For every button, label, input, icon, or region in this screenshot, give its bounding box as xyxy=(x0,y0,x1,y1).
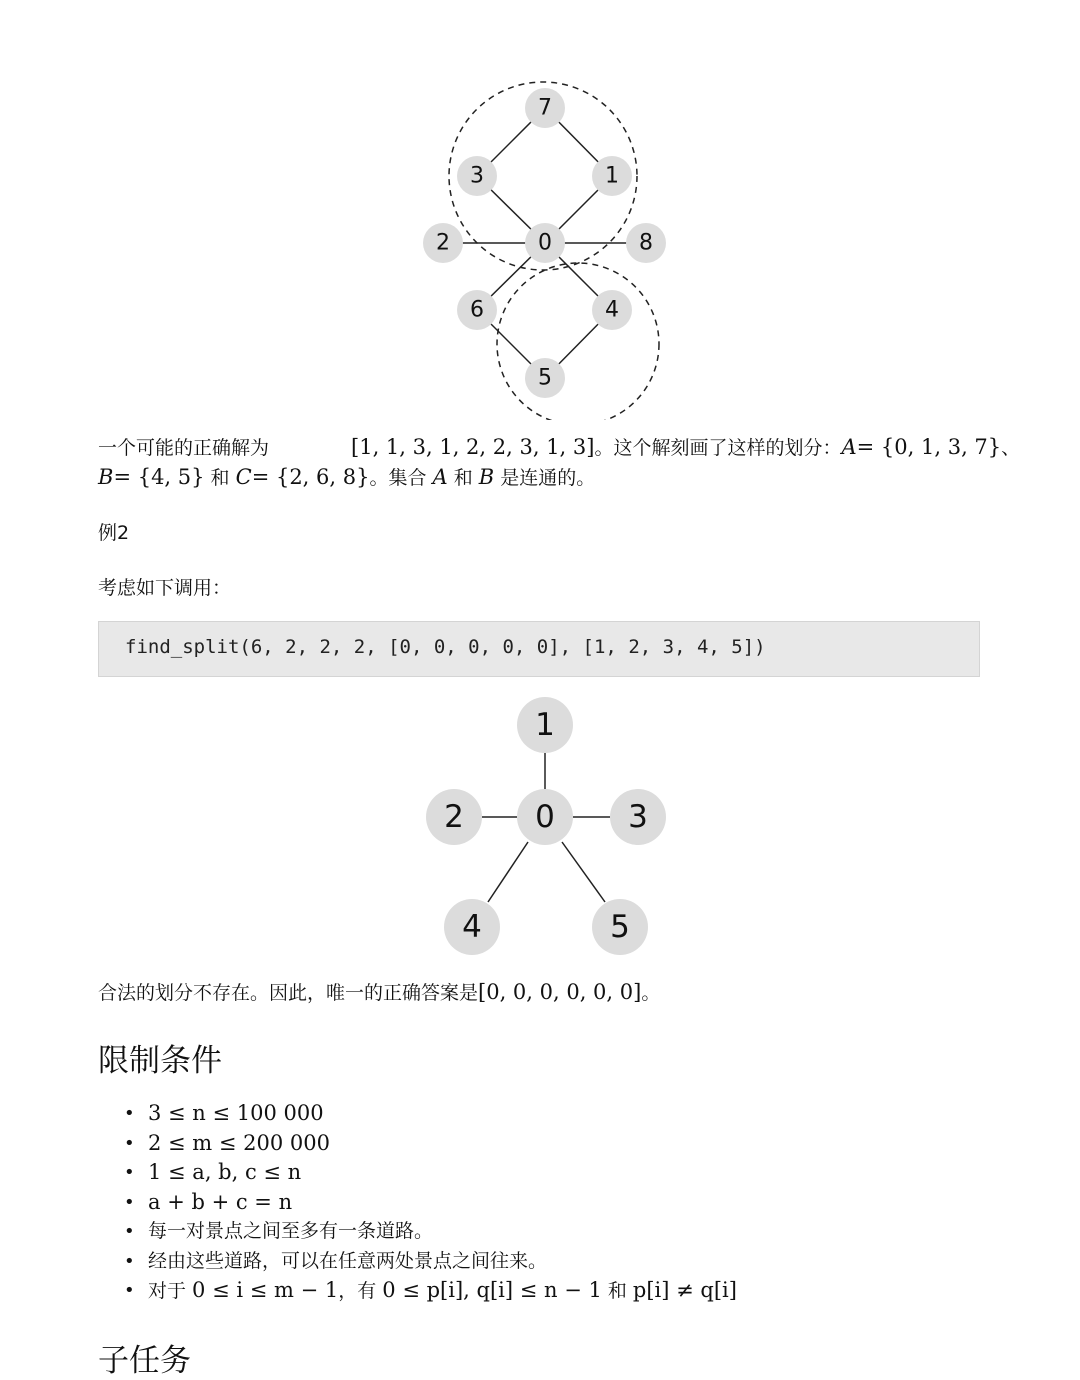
constraint-math: p[i] ≠ q[i] xyxy=(632,1278,737,1302)
bullet: • xyxy=(124,1250,135,1272)
constraints-list xyxy=(98,1099,998,1306)
conclusion-b: B xyxy=(478,465,495,489)
constraint-math: 0 ≤ i ≤ m − 1 xyxy=(192,1278,339,1302)
node-label: 2 xyxy=(436,230,450,256)
node-label: 5 xyxy=(538,365,552,391)
set-a-values: = {0, 1, 3, 7} xyxy=(856,435,1002,459)
node-label: 1 xyxy=(605,163,619,189)
constraint-math: a + b + c = n xyxy=(148,1189,293,1214)
example-2-result xyxy=(98,977,660,1008)
list-item xyxy=(98,1129,998,1159)
set-b-values: = {4, 5} xyxy=(113,465,205,489)
node-label: 8 xyxy=(639,230,653,256)
result-array: [0, 0, 0, 0, 0, 0] xyxy=(478,980,642,1004)
set-a-name: A xyxy=(841,435,857,459)
node-label: 4 xyxy=(605,297,619,323)
list-item xyxy=(98,1188,998,1218)
partition-circle-b xyxy=(497,263,659,420)
code-call: find_split(6, 2, 2, 2, [0, 0, 0, 0, 0], [1, 2, 3, 4, 5]) xyxy=(125,636,766,658)
constraint-text: 每一对景点之间至多有一条道路。 xyxy=(148,1220,434,1242)
list-item xyxy=(98,1247,998,1277)
graph-example-1 xyxy=(400,70,700,420)
subtasks-heading: 子任务 xyxy=(98,1343,191,1379)
edge xyxy=(488,842,528,902)
node-label: 0 xyxy=(538,230,552,256)
list-item xyxy=(98,1158,998,1188)
edge xyxy=(562,842,605,902)
conclusion-pre: 。集合 xyxy=(369,467,433,489)
node-label: 4 xyxy=(462,909,482,945)
and-text: 和 xyxy=(204,467,236,489)
constraints-heading: 限制条件 xyxy=(98,1043,222,1079)
code-block xyxy=(98,621,980,677)
constraint-math: 3 ≤ n ≤ 100 000 xyxy=(148,1101,324,1125)
result-text: 合法的划分不存在。因此，唯一的正确答案是 xyxy=(98,982,479,1004)
constraint-text-mid: ，有 xyxy=(338,1280,383,1302)
example-1-result-line2 xyxy=(98,462,595,493)
set-b-name: B xyxy=(98,465,114,489)
set-c-name: C xyxy=(235,465,252,489)
bullet: • xyxy=(124,1280,135,1301)
separator: 、 xyxy=(1001,437,1021,459)
constraint-text: 经由这些道路，可以在任意两处景点之间往来。 xyxy=(148,1249,548,1272)
result-array: [1, 1, 3, 1, 2, 2, 3, 1, 3] xyxy=(351,435,595,459)
node-label: 6 xyxy=(470,297,484,323)
bullet: • xyxy=(124,1221,135,1242)
set-c-values: = {2, 6, 8} xyxy=(251,465,370,489)
result-mid: 。这个解刻画了这样的划分： xyxy=(594,437,842,459)
list-item xyxy=(98,1099,998,1129)
list-item xyxy=(98,1276,998,1306)
constraint-math: 1 ≤ a, b, c ≤ n xyxy=(148,1160,302,1184)
conclusion-post: 是连通的。 xyxy=(494,467,596,489)
bullet: • xyxy=(124,1191,135,1213)
constraint-text-and: 和 xyxy=(601,1280,633,1302)
example-2-intro: 考虑如下调用： xyxy=(98,577,232,599)
bullet: • xyxy=(124,1132,135,1154)
conclusion-and: 和 xyxy=(447,467,479,489)
result-intro: 一个可能的正确解为 xyxy=(98,437,270,459)
node-label: 2 xyxy=(444,799,464,835)
bullet: • xyxy=(124,1162,135,1183)
list-item xyxy=(98,1217,998,1247)
graph-example-2 xyxy=(400,690,700,970)
node-label: 1 xyxy=(535,707,555,743)
example-2-heading: 例2 xyxy=(98,522,130,544)
node-label: 7 xyxy=(538,95,552,121)
node-label: 5 xyxy=(610,909,630,945)
constraint-text-pre: 对于 xyxy=(148,1280,193,1302)
constraint-math: 0 ≤ p[i], q[i] ≤ n − 1 xyxy=(382,1278,602,1302)
bullet: • xyxy=(124,1103,135,1124)
example-1-result xyxy=(98,432,1020,463)
node-label: 0 xyxy=(535,799,555,835)
node-label: 3 xyxy=(628,799,648,835)
node-label: 3 xyxy=(470,163,484,189)
constraint-math: 2 ≤ m ≤ 200 000 xyxy=(148,1130,331,1155)
result-end: 。 xyxy=(641,982,661,1004)
conclusion-a: A xyxy=(432,465,448,489)
